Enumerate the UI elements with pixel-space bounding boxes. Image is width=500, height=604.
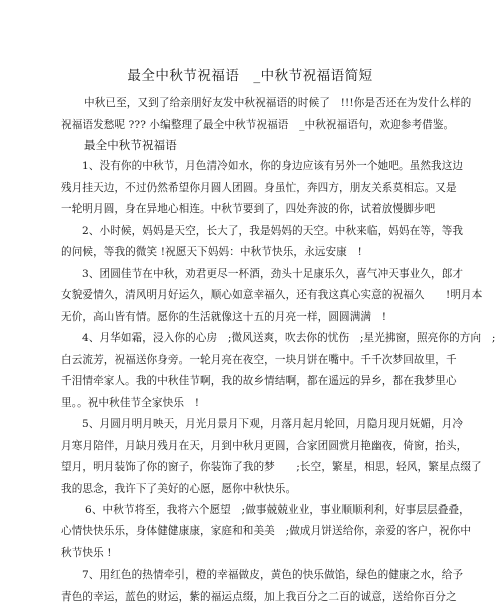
document-title: 最全中秋节祝福语 _中秋节祝福语简短	[127, 68, 373, 84]
section-subheading: 最全中秋节祝福语	[84, 138, 177, 152]
paragraph-line: 1、没有你的中秋节，月色清冷如水，你的身边应该有另外一个她吧。虽然我这边	[82, 160, 464, 172]
paragraph-line: 心情快快乐乐，身体健健康康，家庭和和美美 ;做成月饼送给你，亲爱的客户，祝你中	[61, 525, 472, 537]
paragraph-line: 7、用红色的热情牵引，橙的幸福做皮，黄色的快乐做馅，绿色的健康之水，给予	[82, 569, 464, 581]
paragraph-line: 千泪情牵家人。我的中秋佳节啊，我的故乡情结啊，都在遥远的异乡，都在我梦里心	[61, 375, 457, 387]
intro-line: 中秋已至，又到了给亲朋好友发中秋祝福语的时候了 !!!你是否还在为发什么样的	[84, 97, 472, 109]
paragraph-line: 一轮明月圆，身在异地心相连。中秋节要到了，四处奔波的你，试着放慢脚步吧	[61, 203, 436, 215]
paragraph-line: 白云流芳，祝福送你身旁。一轮月亮在夜空，一块月饼在嘴中。千千次梦回故里，千	[61, 354, 457, 366]
intro-line: 祝福语发愁呢 ??? 小编整理了最全中秋节祝福语 _中秋祝福语句，欢迎参考借鉴。	[61, 119, 455, 131]
paragraph-line: 残月挂天边，不过仍然希望你月圆人团圆。身虽忙，奔四方，朋友关系莫相忘。又是	[61, 182, 457, 194]
paragraph-line: 里。。祝中秋佳节全家快乐 !	[61, 397, 200, 409]
paragraph-line: 秋节快乐 !	[61, 547, 112, 559]
paragraph-line: 的问候，等我的微笑 !祝愿天下妈妈：中秋节快乐，永远安康 !	[61, 246, 362, 258]
paragraph-line: 2、小时候，妈妈是天空，长大了，我是妈妈的天空。中秋来临，妈妈在等，等我	[82, 225, 464, 237]
paragraph-line: 5、月圆月明月映天，月光月景月下观，月落月起月轮回，月隐月现月妩媚，月冷	[82, 418, 464, 430]
paragraph-line: 女貌爱情久，清风明月好运久，顺心如意幸福久，还有我这真心实意的祝福久 !明月本	[61, 289, 483, 301]
paragraph-line: 青色的幸运，蓝色的财运，紫的福运点缀，加上我百分之二百的诚意，送给你百分之	[61, 591, 457, 603]
paragraph-line: 4、月华如霜，浸入你的心房 ;微风送爽，吹去你的忧伤 ;星光拂窗，照亮你的方向 ;	[82, 332, 496, 344]
paragraph-line: 3、团圆佳节在中秋，劝君更尽一杯酒，劲头十足康乐久，喜气冲天事业久，郎才	[82, 268, 464, 280]
paragraph-line: 望月，明月装饰了你的窗子，你装饰了我的梦 ;长空，繁星，相思，轻风，繁星点缀了	[61, 461, 482, 473]
paragraph-line: 月寒月陪伴，月缺月残月在天，月到中秋月更圆，合家团圆赏月艳幽夜，倚窗，抬头，	[61, 440, 468, 452]
paragraph-line: 无价，高山皆有情。愿你的生活就像这十五的月亮一样，圆圆满满 !	[61, 311, 387, 323]
paragraph-line: 我的思念，我许下了美好的心愿，愿你中秋快乐。	[61, 483, 297, 495]
paragraph-line: 6、中秋节将至，我将六个愿望 ;做事兢兢业业，事业顺顺利利，好事层层叠叠，	[85, 504, 470, 516]
